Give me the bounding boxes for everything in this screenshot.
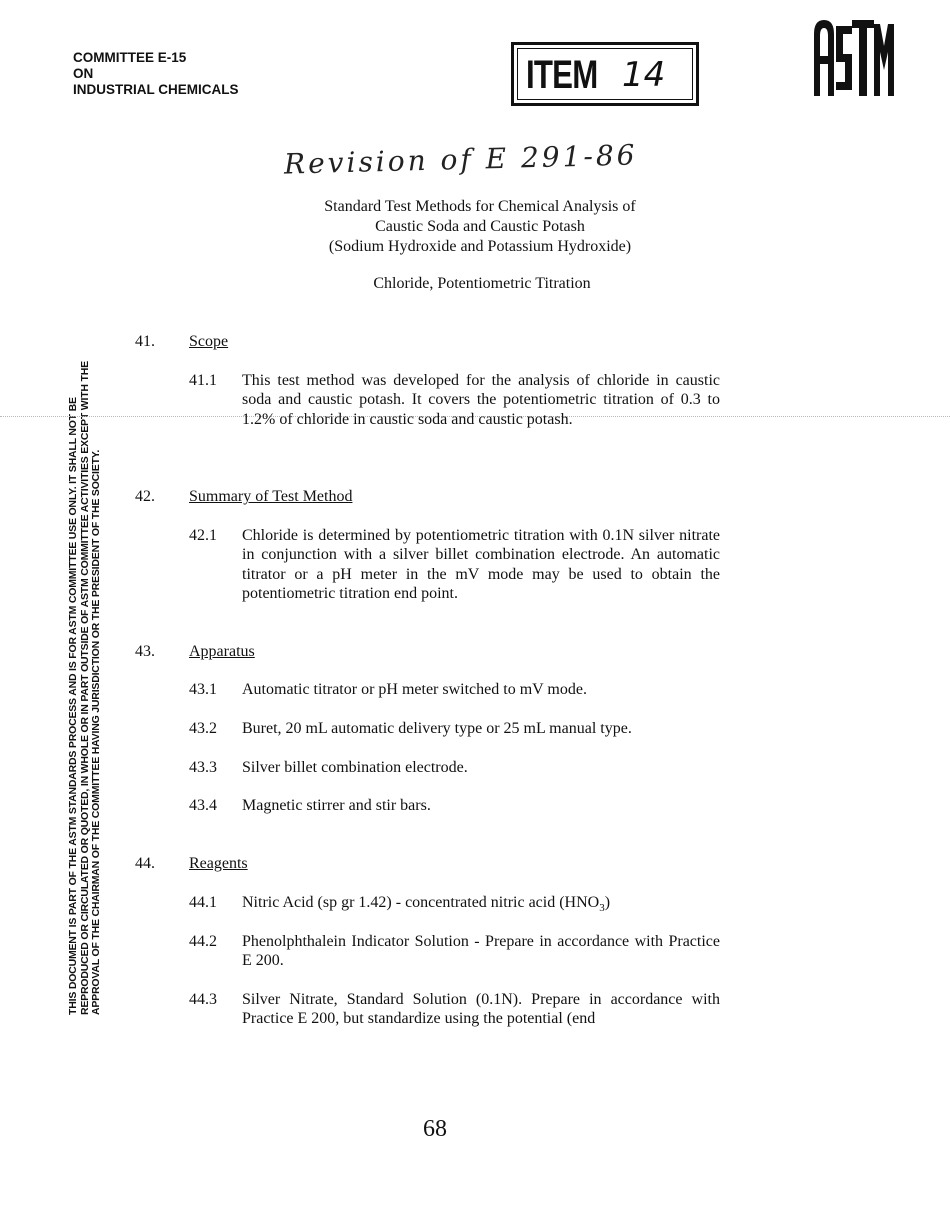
committee-heading bbox=[73, 50, 239, 98]
title-line: (Sodium Hydroxide and Potassium Hydroxide) bbox=[328, 238, 632, 255]
section-heading: Reagents bbox=[189, 855, 248, 872]
committee-line: ON bbox=[73, 66, 94, 81]
subsection-number: 44.3 bbox=[189, 991, 217, 1008]
item-stamp-number: 14 bbox=[622, 55, 666, 95]
document-title bbox=[260, 197, 700, 257]
title-line: Caustic Soda and Caustic Potash bbox=[375, 218, 585, 235]
subsection-text: Silver Nitrate, Standard Solution (0.1N). Prepare in accordance with Practice E 200, but standardize using the potential (end bbox=[242, 991, 720, 1028]
subsection-text: Phenolphthalein Indicator Solution - Prepare in accordance with Practice E 200. bbox=[242, 933, 720, 970]
committee-line: INDUSTRIAL CHEMICALS bbox=[73, 82, 239, 97]
section-number: 44. bbox=[135, 855, 155, 872]
side-copyright-notice bbox=[68, 275, 103, 1015]
subsection-text: This test method was developed for the analysis of chloride in caustic soda and caustic potash. It covers the potentiometric titration of 0.3 to 1.2% of chloride in caustic soda and caustic potash. bbox=[242, 372, 720, 428]
item-stamp-label: ITEM bbox=[526, 53, 598, 97]
subscript: 3 bbox=[599, 902, 605, 915]
subsection-number: 41.1 bbox=[189, 372, 217, 389]
subsection-number: 43.4 bbox=[189, 797, 217, 814]
committee-line: COMMITTEE E-15 bbox=[73, 50, 187, 65]
side-notice-line: APPROVAL OF THE CHAIRMAN OF THE COMMITTEE HAVING JURISDICTION OR THE PRESIDENT OF THE SOCIETY. bbox=[90, 449, 102, 1015]
subsection-text-end: ) bbox=[604, 894, 611, 911]
subsection-number: 43.3 bbox=[189, 759, 217, 776]
subsection-text: Silver billet combination electrode. bbox=[242, 759, 468, 776]
subsection-number: 43.1 bbox=[189, 681, 217, 698]
item-stamp bbox=[511, 42, 699, 106]
subsection-number: 43.2 bbox=[189, 720, 217, 737]
astm-logo-icon bbox=[812, 16, 896, 98]
subsection-number: 44.1 bbox=[189, 894, 217, 911]
document-subtitle: Chloride, Potentiometric Titration bbox=[373, 275, 591, 292]
section-number: 42. bbox=[135, 488, 155, 505]
section-number: 43. bbox=[135, 643, 155, 660]
page-number: 68 bbox=[423, 1116, 447, 1142]
section-heading: Summary of Test Method bbox=[189, 488, 353, 505]
subsection-text: Buret, 20 mL automatic delivery type or 25 mL manual type. bbox=[242, 720, 632, 737]
subsection-text: Automatic titrator or pH meter switched to mV mode. bbox=[242, 681, 587, 698]
section-number: 41. bbox=[135, 333, 155, 350]
side-notice-line: THIS DOCUMENT IS PART OF THE ASTM STANDARDS PROCESS AND IS FOR ASTM COMMITTEE USE ONLY. IT SHALL NOT BE bbox=[67, 397, 79, 1015]
side-notice-line: REPRODUCED OR CIRCULATED OR QUOTED, IN WHOLE OR IN PART OUTSIDE OF ASTM COMMITTEE ACTIVITIES EXCEPT WITH THE bbox=[78, 361, 91, 1015]
subsection-text: Magnetic stirrer and stir bars. bbox=[242, 797, 431, 814]
subsection-text: Chloride is determined by potentiometric titration with 0.1N silver nitrate in conjunction with a silver billet combination electrode. An automatic titrator or a pH meter in the mV mode may be used to obtain the potentiometric titration end point. bbox=[242, 527, 720, 602]
title-line: Standard Test Methods for Chemical Analysis of bbox=[324, 198, 636, 215]
section-heading: Apparatus bbox=[189, 643, 255, 660]
subsection-number: 44.2 bbox=[189, 933, 217, 950]
subsection-number: 42.1 bbox=[189, 527, 217, 544]
subsection-text bbox=[242, 893, 611, 915]
section-heading: Scope bbox=[189, 333, 229, 350]
handwritten-revision-note: Revision of E 291-86 bbox=[283, 138, 638, 181]
subsection-text-main: Nitric Acid (sp gr 1.42) - concentrated nitric acid (HNO bbox=[242, 894, 600, 911]
